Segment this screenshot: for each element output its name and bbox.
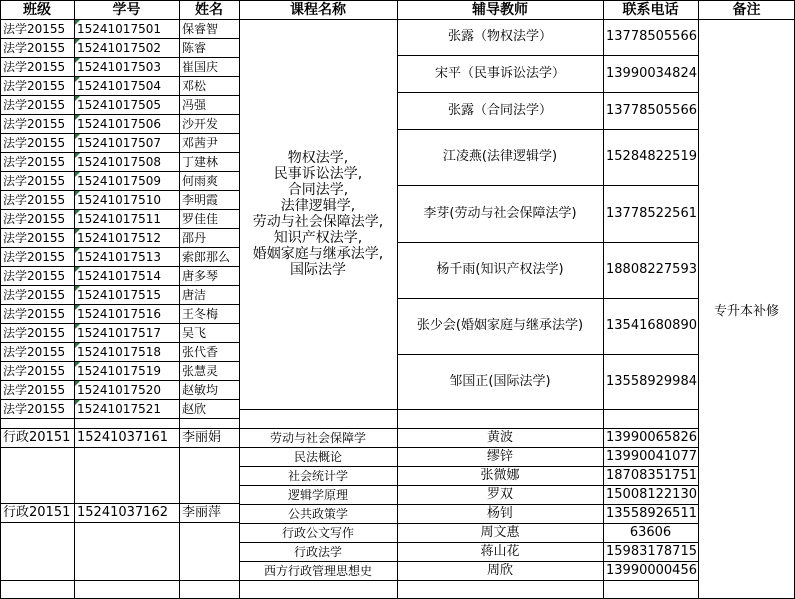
grid-line xyxy=(397,129,698,130)
tutor-cell[interactable]: 邹国正(国际法学) xyxy=(449,373,551,389)
student-class[interactable]: 法学20155 xyxy=(3,363,66,378)
phone-cell[interactable]: 13778505566 xyxy=(606,102,697,118)
grid-line xyxy=(0,380,239,381)
student-name[interactable]: 赵欣 xyxy=(182,401,207,416)
grid-line xyxy=(0,361,239,362)
grid-line xyxy=(397,185,698,186)
phone-cell[interactable]: 13990034824 xyxy=(606,65,697,81)
text-number-indicator-icon xyxy=(75,362,80,367)
tutor-cell[interactable]: 张微娜 xyxy=(480,467,520,483)
phone-cell[interactable]: 13990041077 xyxy=(606,448,697,464)
student-name[interactable]: 张代香 xyxy=(182,344,219,359)
course-name[interactable]: 逻辑学原理 xyxy=(287,487,348,502)
grid-line xyxy=(239,485,698,486)
phone-cell[interactable]: 13990065826 xyxy=(606,429,697,445)
tutor-cell[interactable]: 罗双 xyxy=(486,486,513,502)
student-class[interactable]: 行政20151 xyxy=(3,504,71,520)
student-id[interactable]: 15241017507 xyxy=(77,135,161,150)
grid-line xyxy=(397,92,698,93)
student-id[interactable]: 15241037161 xyxy=(77,429,168,445)
grid-line xyxy=(0,171,239,172)
student-name[interactable]: 赵敏均 xyxy=(182,382,219,397)
text-number-indicator-icon xyxy=(75,39,80,44)
grid-line xyxy=(397,298,698,299)
phone-cell[interactable]: 13558926511 xyxy=(606,505,697,521)
course-line: 劳动与社会保障法学, xyxy=(252,214,384,230)
header-course[interactable]: 课程名称 xyxy=(290,1,346,18)
header-phone[interactable]: 联系电话 xyxy=(622,1,679,18)
phone-cell[interactable]: 15008122130 xyxy=(606,486,697,502)
grid-line xyxy=(397,19,698,20)
grid-line xyxy=(397,55,698,56)
student-class[interactable]: 法学20155 xyxy=(3,287,66,302)
grid-line xyxy=(0,0,1,599)
student-class[interactable]: 法学20155 xyxy=(3,116,66,131)
phone-cell[interactable]: 13541680890 xyxy=(606,318,697,333)
phone-cell[interactable]: 13558929984 xyxy=(606,373,697,389)
student-class[interactable]: 法学20155 xyxy=(3,21,66,36)
text-number-indicator-icon xyxy=(75,172,80,177)
text-number-indicator-icon xyxy=(75,96,80,101)
course-name[interactable]: 西方行政管理思想史 xyxy=(263,563,372,578)
student-name[interactable]: 崔国庆 xyxy=(182,59,219,74)
grid-line xyxy=(0,57,239,58)
grid-line xyxy=(0,580,698,581)
text-number-indicator-icon xyxy=(75,248,80,253)
student-name[interactable]: 索郎那么 xyxy=(182,249,231,264)
grid-line xyxy=(397,354,698,355)
student-id[interactable]: 15241017514 xyxy=(77,268,161,283)
student-name[interactable]: 冯强 xyxy=(182,97,207,112)
grid-line xyxy=(74,0,75,599)
tutor-cell[interactable]: 江凌燕(法律逻辑学) xyxy=(442,149,558,164)
text-number-indicator-icon xyxy=(75,153,80,158)
text-number-indicator-icon xyxy=(75,286,80,291)
tutor-cell[interactable]: 张露（合同法学） xyxy=(447,102,552,118)
student-id[interactable]: 15241017506 xyxy=(77,116,161,131)
phone-cell[interactable]: 18708351751 xyxy=(606,467,697,483)
student-class[interactable]: 法学20155 xyxy=(3,192,66,207)
grid-line xyxy=(0,323,239,324)
student-name[interactable]: 王冬梅 xyxy=(182,306,219,321)
phone-cell[interactable]: 13778505566 xyxy=(606,29,697,44)
student-name[interactable]: 唐多琴 xyxy=(182,268,219,283)
grid-line xyxy=(0,447,239,448)
grid-line xyxy=(179,0,180,599)
student-name[interactable]: 李丽娟 xyxy=(182,429,222,445)
tutor-cell[interactable]: 李芽(劳动与社会保障法学) xyxy=(423,205,577,221)
tutor-cell[interactable]: 周文惠 xyxy=(480,524,520,540)
text-number-indicator-icon xyxy=(75,400,80,405)
course-list-group1[interactable] xyxy=(239,19,397,409)
student-id[interactable]: 15241017515 xyxy=(77,287,161,302)
student-name[interactable]: 李丽萍 xyxy=(182,504,222,520)
student-id[interactable]: 15241017513 xyxy=(77,249,161,264)
text-number-indicator-icon xyxy=(75,229,80,234)
student-id[interactable]: 15241017504 xyxy=(77,78,161,93)
student-class[interactable]: 法学20155 xyxy=(3,59,66,74)
grid-line xyxy=(0,428,698,429)
grid-line xyxy=(0,38,239,39)
grid-line xyxy=(0,152,239,153)
student-id[interactable]: 15241017520 xyxy=(77,382,161,397)
course-line: 合同法学, xyxy=(287,182,349,198)
header-remark[interactable]: 备注 xyxy=(732,1,761,18)
text-number-indicator-icon xyxy=(75,115,80,120)
grid-line xyxy=(0,133,239,134)
text-number-indicator-icon xyxy=(75,210,80,215)
grid-line xyxy=(0,285,239,286)
tutor-cell[interactable]: 周欣 xyxy=(486,562,513,578)
student-class[interactable]: 法学20155 xyxy=(3,40,66,55)
grid-line xyxy=(239,504,698,505)
grid-line xyxy=(0,304,239,305)
course-line: 知识产权法学, xyxy=(273,230,363,246)
student-class[interactable]: 法学20155 xyxy=(3,97,66,112)
course-name[interactable]: 社会统计学 xyxy=(287,468,348,483)
student-id[interactable]: 15241017503 xyxy=(77,59,161,74)
grid-line xyxy=(397,409,698,410)
grid-line xyxy=(239,409,397,410)
student-name[interactable]: 吴飞 xyxy=(182,325,207,340)
grid-line xyxy=(0,266,239,267)
grid-line xyxy=(0,76,239,77)
course-name[interactable]: 劳动与社会保障学 xyxy=(269,430,366,445)
text-number-indicator-icon xyxy=(75,58,80,63)
student-name[interactable]: 邓松 xyxy=(182,78,207,93)
student-class[interactable]: 法学20155 xyxy=(3,249,66,264)
tutor-cell[interactable]: 蒋山花 xyxy=(480,543,520,559)
grid-line xyxy=(397,242,698,243)
tutor-cell[interactable]: 杨钊 xyxy=(486,505,513,521)
student-class[interactable]: 法学20155 xyxy=(3,78,66,93)
grid-line xyxy=(0,228,239,229)
text-number-indicator-icon xyxy=(75,191,80,196)
student-name[interactable]: 邓茜尹 xyxy=(182,135,219,150)
phone-cell[interactable]: 13778522561 xyxy=(606,205,697,221)
student-class[interactable]: 法学20155 xyxy=(3,211,66,226)
student-name[interactable]: 保睿智 xyxy=(182,21,219,36)
grid-line xyxy=(239,542,698,543)
student-id[interactable]: 15241017512 xyxy=(77,230,161,245)
student-name[interactable]: 沙开发 xyxy=(182,116,219,131)
student-id[interactable]: 15241017505 xyxy=(77,97,161,112)
grid-line xyxy=(239,466,698,467)
student-id[interactable]: 15241017508 xyxy=(77,154,161,169)
remark-cell[interactable]: 专升本补修 xyxy=(713,303,779,319)
text-number-indicator-icon xyxy=(75,343,80,348)
student-id[interactable]: 15241017521 xyxy=(77,401,161,416)
grid-line xyxy=(239,523,698,524)
phone-cell[interactable]: 13990000456 xyxy=(606,562,697,578)
grid-line xyxy=(0,503,239,504)
student-class[interactable]: 法学20155 xyxy=(3,268,66,283)
course-name[interactable]: 公共政策学 xyxy=(287,506,348,521)
course-line: 婚姻家庭与继承法学, xyxy=(252,246,384,262)
tutor-cell[interactable]: 杨千雨(知识产权法学) xyxy=(436,262,564,277)
student-id[interactable]: 15241017511 xyxy=(77,211,161,226)
header-name[interactable]: 姓名 xyxy=(195,1,223,18)
text-number-indicator-icon xyxy=(75,20,80,25)
student-class[interactable]: 法学20155 xyxy=(3,154,66,169)
course-line: 国际法学 xyxy=(289,262,346,278)
course-line: 民事诉讼法学, xyxy=(273,166,363,182)
student-name[interactable]: 丁建林 xyxy=(182,154,219,169)
course-name[interactable]: 民法概论 xyxy=(293,449,342,464)
student-name[interactable]: 唐洁 xyxy=(182,287,207,302)
phone-cell[interactable]: 18808227593 xyxy=(606,262,697,277)
grid-line xyxy=(239,0,240,599)
header-class[interactable]: 班级 xyxy=(23,1,51,18)
grid-line xyxy=(0,114,239,115)
text-number-indicator-icon xyxy=(75,134,80,139)
tutor-cell[interactable]: 缪锌 xyxy=(486,448,513,464)
student-name[interactable]: 邵丹 xyxy=(182,230,207,245)
text-number-indicator-icon xyxy=(75,305,80,310)
student-class[interactable]: 法学20155 xyxy=(3,382,66,397)
tutor-cell[interactable]: 黄波 xyxy=(486,429,513,445)
grid-line xyxy=(0,95,239,96)
grid-line xyxy=(0,522,239,523)
student-id[interactable]: 15241037162 xyxy=(77,504,168,520)
grid-line xyxy=(0,418,239,419)
student-class[interactable]: 法学20155 xyxy=(3,344,66,359)
student-class[interactable]: 法学20155 xyxy=(3,173,66,188)
course-line: 法律逻辑学, xyxy=(280,198,356,214)
student-id[interactable]: 15241017509 xyxy=(77,173,161,188)
student-id[interactable]: 15241017518 xyxy=(77,344,161,359)
grid-line xyxy=(603,0,604,599)
tutor-cell[interactable]: 张露（物权法学） xyxy=(447,29,552,44)
grid-line xyxy=(698,0,699,599)
grid-line xyxy=(0,342,239,343)
phone-cell[interactable]: 63606 xyxy=(629,524,672,540)
student-class[interactable]: 行政20151 xyxy=(3,429,71,445)
phone-cell[interactable]: 15284822519 xyxy=(606,149,697,164)
course-name[interactable]: 行政法学 xyxy=(293,544,342,559)
student-name[interactable]: 李明霞 xyxy=(182,192,219,207)
grid-line xyxy=(0,399,239,400)
student-id[interactable]: 15241017516 xyxy=(77,306,161,321)
grid-line xyxy=(0,247,239,248)
grid-line xyxy=(239,561,698,562)
grid-line xyxy=(0,190,239,191)
text-number-indicator-icon xyxy=(75,77,80,82)
tutor-cell[interactable]: 宋平（民事诉讼法学） xyxy=(434,65,565,81)
student-name[interactable]: 张慧灵 xyxy=(182,363,219,378)
student-id[interactable]: 15241017502 xyxy=(77,40,161,55)
course-name[interactable]: 行政公文写作 xyxy=(281,525,354,540)
header-tutor[interactable]: 辅导教师 xyxy=(472,1,528,18)
student-class[interactable]: 法学20155 xyxy=(3,325,66,340)
phone-cell[interactable]: 15983178715 xyxy=(606,543,697,559)
grid-line xyxy=(0,209,239,210)
student-name[interactable]: 陈睿 xyxy=(182,40,207,55)
student-class[interactable]: 法学20155 xyxy=(3,135,66,150)
student-name[interactable]: 罗佳佳 xyxy=(182,211,219,226)
student-id[interactable]: 15241017501 xyxy=(77,21,161,36)
grid-line xyxy=(397,0,398,599)
student-name[interactable]: 何雨爽 xyxy=(182,173,219,188)
student-id[interactable]: 15241017519 xyxy=(77,363,161,378)
student-id[interactable]: 15241017517 xyxy=(77,325,161,340)
header-student-id[interactable]: 学号 xyxy=(112,1,141,18)
student-id[interactable]: 15241017510 xyxy=(77,192,161,207)
tutor-cell[interactable]: 张少会(婚姻家庭与继承法学) xyxy=(416,318,584,333)
student-class[interactable]: 法学20155 xyxy=(3,230,66,245)
text-number-indicator-icon xyxy=(75,267,80,272)
student-class[interactable]: 法学20155 xyxy=(3,401,66,416)
text-number-indicator-icon xyxy=(75,381,80,386)
grid-line xyxy=(239,447,698,448)
student-class[interactable]: 法学20155 xyxy=(3,306,66,321)
text-number-indicator-icon xyxy=(75,324,80,329)
course-line: 物权法学, xyxy=(287,150,349,166)
